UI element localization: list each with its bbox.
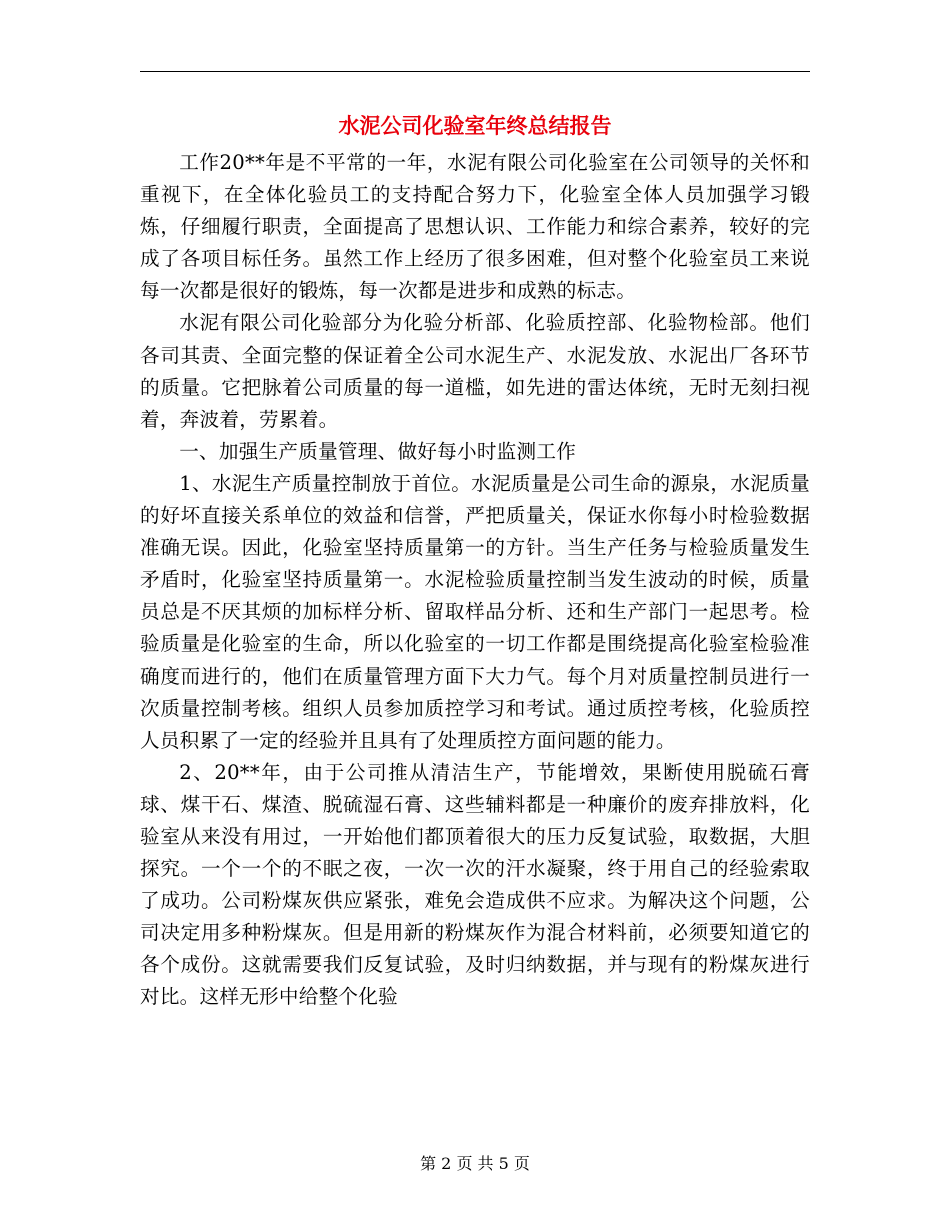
paragraph-item-2: 2、20**年，由于公司推从清洁生产，节能增效，果断使用脱硫石膏球、煤干石、煤渣、脱硫湿石膏、这些辅料都是一种廉价的废弃排放料，化验室从来没有用过，一开始他们都顶着很大的压力反复试验，取数据，大胆探究。一个一个的不眠之夜，一次一次的汗水凝聚，终于用自己的经验索取了成功。公司粉煤灰供应紧张，难免会造成供不应求。为解决这个问题，公司决定用多种粉煤灰。但是用新的粉煤灰作为混合材料前，必须要知道它的各个成份。这就需要我们反复试验，及时归纳数据，并与现有的粉煤灰进行对比。这样无形中给整个化验 — [140, 760, 810, 1009]
document-body — [140, 147, 810, 1014]
section-heading-1: 一、加强生产质量管理、做好每小时监测工作 — [179, 439, 577, 463]
header-rule — [140, 71, 810, 72]
paragraph-item-1: 1、水泥生产质量控制放于首位。水泥质量是公司生命的源泉，水泥质量的好坏直接关系单位的效益和信誉，严把质量关，保证水你每小时检验数据准确无误。因此，化验室坚持质量第一的方针。当生产任务与检验质量发生矛盾时，化验室坚持质量第一。水泥检验质量控制当发生波动的时候，质量员总是不厌其烦的加标样分析、留取样品分析、还和生产部门一起思考。检验质量是化验室的生命，所以化验室的一切工作都是围绕提高化验室检验准确度而进行的，他们在质量管理方面下大力气。每个月对质量控制员进行一次质量控制考核。组织人员参加质控学习和考试。通过质控考核，化验质控人员积累了一定的经验并且具有了处理质控方面问题的能力。 — [140, 471, 810, 752]
paragraph-intro: 工作20**年是不平常的一年，水泥有限公司化验室在公司领导的关怀和重视下，在全体化验员工的支持配合努力下，化验室全体人员加强学习锻炼，仔细履行职责，全面提高了思想认识、工作能力和综合素养，较好的完成了各项目标任务。虽然工作上经历了很多困难，但对整个化验室员工来说每一次都是很好的锻炼，每一次都是进步和成熟的标志。 — [140, 151, 810, 303]
document-title: 水泥公司化验室年终总结报告 — [338, 113, 612, 138]
paragraph-departments: 水泥有限公司化验部分为化验分析部、化验质控部、化验物检部。他们各司其责、全面完整的保证着全公司水泥生产、水泥发放、水泥出厂各环节的质量。它把脉着公司质量的每一道槛，如先进的雷达体统，无时无刻扫视着，奔波着，劳累着。 — [140, 311, 810, 431]
page-number-footer: 第 2 页 共 5 页 — [420, 1154, 530, 1173]
